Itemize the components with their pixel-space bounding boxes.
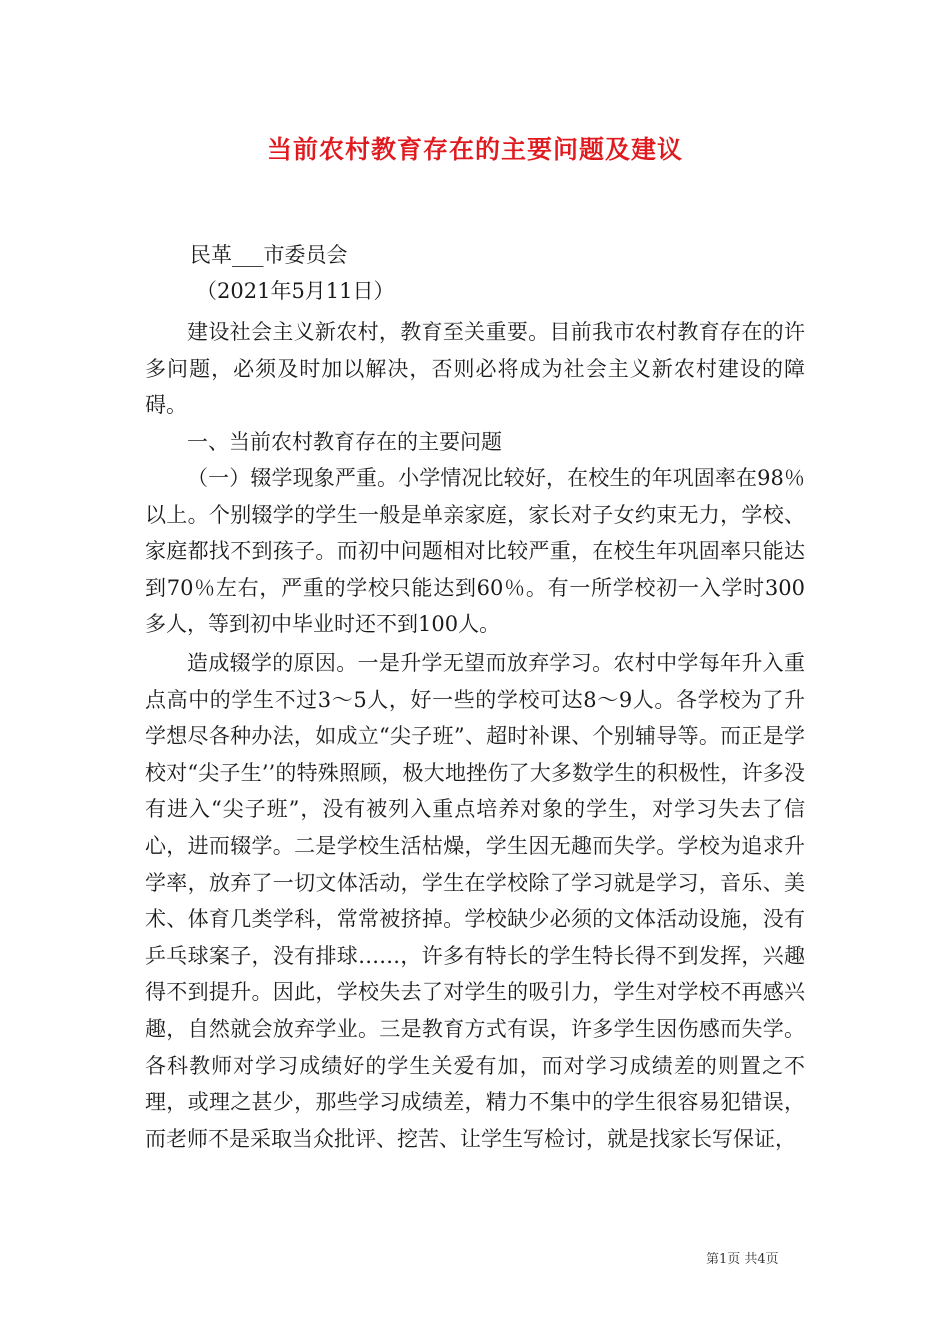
date-line: （2021年5月11日）	[196, 279, 395, 303]
section-heading: 一、当前农村教育存在的主要问题	[187, 430, 502, 454]
intro-paragraph: 建设社会主义新农村，教育至关重要。目前我市农村教育存在的许多问题，必须及时加以解决，否则必将成为社会主义新农村建设的障碍。	[145, 320, 805, 418]
dropout-paragraph: （一）辍学现象严重。小学情况比较好，在校生的年巩固率在98％以上。个别辍学的学生一般是单亲家庭，家长对子女约束无力，学校、家庭都找不到孩子。而初中问题相对比较严重，在校生年巩固率只能达到70％左右，严重的学校只能达到60％。有一所学校初一入学时300多人，等到初中毕业时还不到100人。	[145, 466, 805, 637]
page-number-footer: 第1页 共4页	[706, 1252, 779, 1267]
causes-paragraph: 造成辍学的原因。一是升学无望而放弃学习。农村中学每年升入重点高中的学生不过3～5人，好一些的学校可达8～9人。各学校为了升学想尽各种办法，如成立“尖子班”、超时补课、个别辅导等。而正是学校对“尖子生’’的特殊照顾，极大地挫伤了大多数学生的积极性，许多没有进入“尖子班”，没有被列入重点培养对象的学生，对学习失去了信心，进而辍学。二是学校生活枯燥，学生因无趣而失学。学校为追求升学率，放弃了一切文体活动，学生在学校除了学习就是学习，音乐、美术、体育几类学科，常常被挤掉。学校缺少必须的文体活动设施，没有乒乓球案子，没有排球……，许多有特长的学生特长得不到发挥，兴趣得不到提升。因此，学校失去了对学生的吸引力，学生对学校不再感兴趣，自然就会放弃学业。三是教育方式有误，许多学生因伤感而失学。各科教师对学习成绩好的学生关爱有加，而对学习成绩差的则置之不理，或理之甚少，那些学习成绩差，精力不集中的学生很容易犯错误，而老师不是采取当众批评、挖苦、让学生写检讨，就是找家长写保证，	[145, 651, 805, 1151]
author-line: 民革___市委员会	[190, 243, 348, 267]
document-title: 当前农村教育存在的主要问题及建议	[266, 135, 683, 164]
